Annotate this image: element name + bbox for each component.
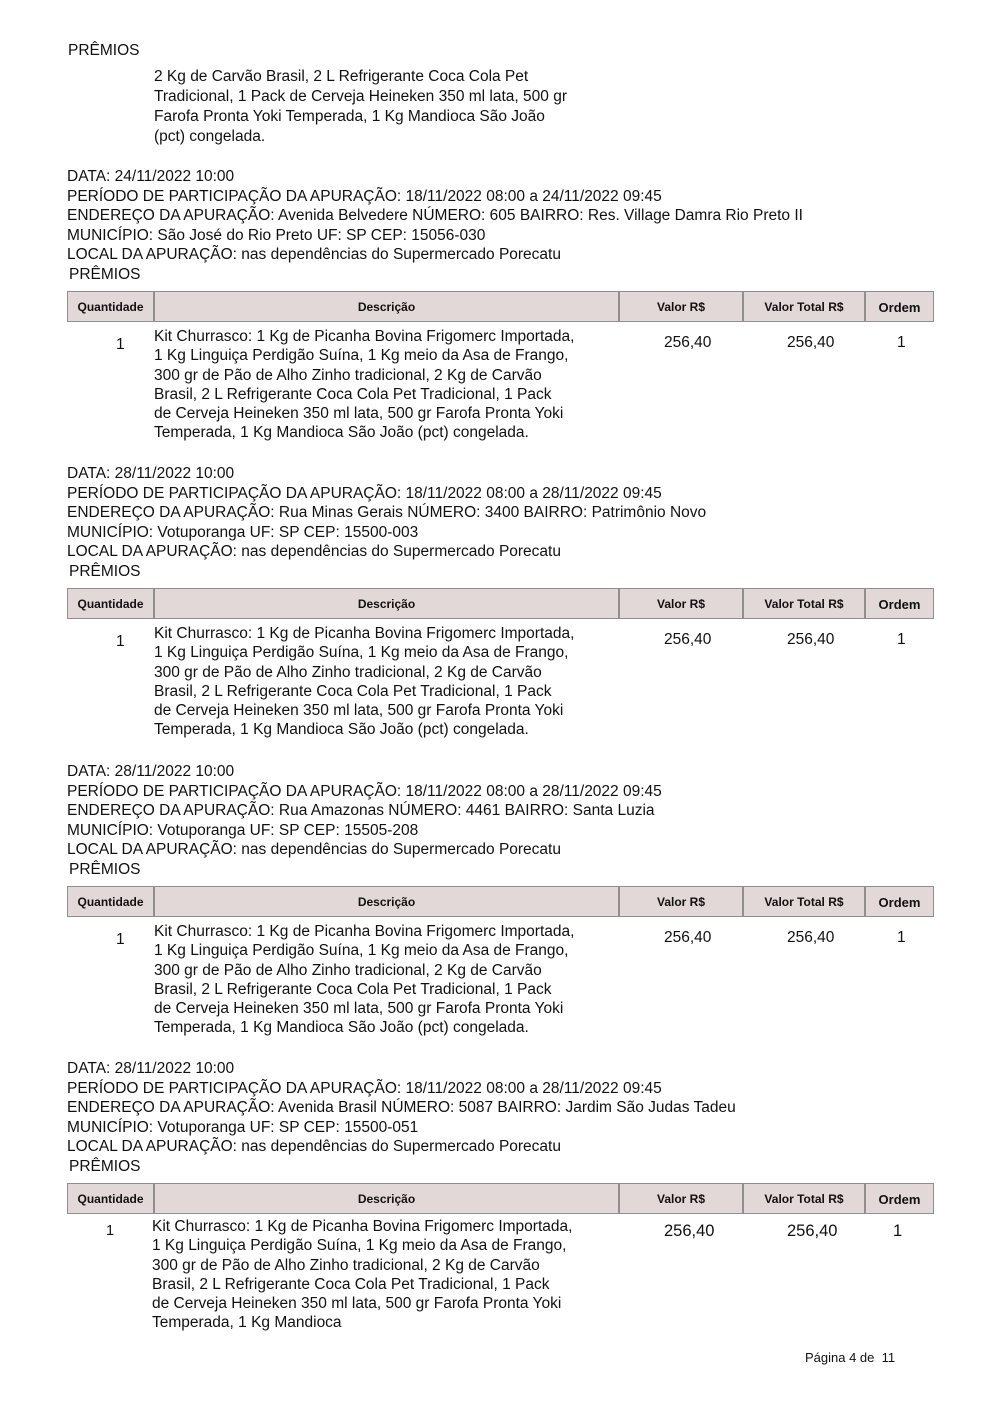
cell-valor-total: 256,40: [787, 1222, 838, 1240]
header-valor-total: Valor Total R$: [743, 1183, 865, 1214]
header-valor: Valor R$: [619, 291, 743, 322]
cell-valor-total: 256,40: [787, 334, 835, 351]
apuracao-info: [67, 762, 662, 860]
cell-ordem: 1: [897, 334, 906, 351]
cell-descricao: Kit Churrasco: 1 Kg de Picanha Bovina Frigomerc Importada, 1 Kg Linguiça Perdigão Suína, 1 Kg meio da Asa de Frango, 300 gr de Pão de Alho Zinho tradicional, 2 Kg de Carvão Brasil, 2 L Refrigerante Coca Cola Pet Tradicional, 1 Pack de Cerveja Heineken 350 ml lata, 500 gr Farofa Pronta Yoki Temperada, 1 Kg Mandioca São João (pct) congelada.: [154, 625, 575, 739]
apuracao-periodo: PERÍODO DE PARTICIPAÇÃO DA APURAÇÃO: 18/11/2022 08:00 a 28/11/2022 09:45: [67, 1079, 662, 1097]
apuracao-section: [0, 167, 1000, 457]
apuracao-municipio: MUNICÍPIO: São José do Rio Preto UF: SP CEP: 15056-030: [67, 226, 486, 244]
cell-quantidade: 1: [116, 633, 125, 650]
apuracao-data: DATA: 28/11/2022 10:00: [67, 1060, 235, 1077]
header-descricao: Descrição: [154, 886, 619, 917]
table-header: [67, 1183, 934, 1214]
cell-descricao: Kit Churrasco: 1 Kg de Picanha Bovina Frigomerc Importada, 1 Kg Linguiça Perdigão Suína, 1 Kg meio da Asa de Frango, 300 gr de Pão de Alho Zinho tradicional, 2 Kg de Carvão Brasil, 2 L Refrigerante Coca Cola Pet Tradicional, 1 Pack de Cerveja Heineken 350 ml lata, 500 gr Farofa Pronta Yoki Temperada, 1 Kg Mandioca São João (pct) congelada.: [154, 923, 575, 1037]
header-valor: Valor R$: [619, 588, 743, 619]
cell-quantidade: 1: [106, 1223, 115, 1239]
apuracao-municipio: MUNICÍPIO: Votuporanga UF: SP CEP: 15500-003: [67, 523, 419, 541]
cell-valor: 256,40: [664, 929, 712, 946]
cell-descricao: Kit Churrasco: 1 Kg de Picanha Bovina Frigomerc Importada, 1 Kg Linguiça Perdigão Suína, 1 Kg meio da Asa de Frango, 300 gr de Pão de Alho Zinho tradicional, 2 Kg de Carvão Brasil, 2 L Refrigerante Coca Cola Pet Tradicional, 1 Pack de Cerveja Heineken 350 ml lata, 500 gr Farofa Pronta Yoki Temperada, 1 Kg Mandioca São João (pct) congelada.: [154, 328, 575, 442]
apuracao-section: [0, 762, 1000, 1052]
header-ordem: Ordem: [865, 291, 934, 322]
apuracao-data: DATA: 28/11/2022 10:00: [67, 465, 235, 482]
header-quantidade: Quantidade: [67, 588, 154, 619]
apuracao-local: LOCAL DA APURAÇÃO: nas dependências do Supermercado Porecatu: [67, 841, 561, 859]
cell-ordem: 1: [897, 631, 906, 648]
cell-ordem: 1: [893, 1222, 903, 1240]
cell-valor-total: 256,40: [787, 929, 835, 946]
header-quantidade: Quantidade: [67, 291, 154, 322]
header-descricao: Descrição: [154, 588, 619, 619]
premios-label: PRÊMIOS: [68, 42, 140, 59]
header-valor: Valor R$: [619, 1183, 743, 1214]
apuracao-periodo: PERÍODO DE PARTICIPAÇÃO DA APURAÇÃO: 18/11/2022 08:00 a 28/11/2022 09:45: [67, 484, 662, 502]
premios-label: PRÊMIOS: [69, 563, 141, 580]
apuracao-section: [0, 464, 1000, 754]
apuracao-periodo: PERÍODO DE PARTICIPAÇÃO DA APURAÇÃO: 18/11/2022 08:00 a 28/11/2022 09:45: [67, 782, 662, 800]
apuracao-info: [67, 464, 706, 562]
apuracao-local: LOCAL DA APURAÇÃO: nas dependências do Supermercado Porecatu: [67, 543, 561, 561]
header-quantidade: Quantidade: [67, 1183, 154, 1214]
table-header: [67, 291, 934, 322]
table-header: [67, 886, 934, 917]
apuracao-info: [67, 1059, 736, 1157]
cell-ordem: 1: [897, 929, 906, 946]
header-valor-total: Valor Total R$: [743, 588, 865, 619]
header-valor-total: Valor Total R$: [743, 291, 865, 322]
header-ordem: Ordem: [865, 1183, 934, 1214]
premio-description: 2 Kg de Carvão Brasil, 2 L Refrigerante Coca Cola Pet Tradicional, 1 Pack de Cerveja Heineken 350 ml lata, 500 gr Farofa Pronta Yoki Temperada, 1 Kg Mandioca São João (pct) congelada.: [154, 68, 567, 145]
apuracao-endereco: ENDEREÇO DA APURAÇÃO: Rua Amazonas NÚMERO: 4461 BAIRRO: Santa Luzia: [67, 802, 655, 820]
cell-valor-total: 256,40: [787, 631, 835, 648]
premios-label: PRÊMIOS: [69, 1158, 141, 1175]
header-descricao: Descrição: [154, 291, 619, 322]
premios-label: PRÊMIOS: [69, 266, 141, 283]
premios-label: PRÊMIOS: [69, 861, 141, 878]
table-header: [67, 588, 934, 619]
cell-valor: 256,40: [664, 334, 712, 351]
apuracao-data: DATA: 24/11/2022 10:00: [67, 168, 235, 185]
apuracao-endereco: ENDEREÇO DA APURAÇÃO: Avenida Belvedere NÚMERO: 605 BAIRRO: Res. Village Damra Rio Preto II: [67, 207, 803, 225]
cell-valor: 256,40: [664, 631, 712, 648]
apuracao-municipio: MUNICÍPIO: Votuporanga UF: SP CEP: 15505-208: [67, 821, 419, 839]
header-valor-total: Valor Total R$: [743, 886, 865, 917]
apuracao-info: [67, 167, 803, 265]
cell-descricao: Kit Churrasco: 1 Kg de Picanha Bovina Frigomerc Importada, 1 Kg Linguiça Perdigão Suína, 1 Kg meio da Asa de Frango, 300 gr de Pão de Alho Zinho tradicional, 2 Kg de Carvão Brasil, 2 L Refrigerante Coca Cola Pet Tradicional, 1 Pack de Cerveja Heineken 350 ml lata, 500 gr Farofa Pronta Yoki Temperada, 1 Kg Mandioca: [152, 1218, 573, 1332]
cell-quantidade: 1: [116, 931, 125, 948]
apuracao-data: DATA: 28/11/2022 10:00: [67, 763, 235, 780]
apuracao-endereco: ENDEREÇO DA APURAÇÃO: Avenida Brasil NÚMERO: 5087 BAIRRO: Jardim São Judas Tadeu: [67, 1099, 736, 1117]
header-quantidade: Quantidade: [67, 886, 154, 917]
apuracao-local: LOCAL DA APURAÇÃO: nas dependências do Supermercado Porecatu: [67, 246, 561, 264]
header-descricao: Descrição: [154, 1183, 619, 1214]
page-number: Página 4 de 11: [805, 1350, 896, 1365]
apuracao-local: LOCAL DA APURAÇÃO: nas dependências do Supermercado Porecatu: [67, 1138, 561, 1156]
apuracao-municipio: MUNICÍPIO: Votuporanga UF: SP CEP: 15500-051: [67, 1118, 419, 1136]
apuracao-endereco: ENDEREÇO DA APURAÇÃO: Rua Minas Gerais NÚMERO: 3400 BAIRRO: Patrimônio Novo: [67, 504, 707, 522]
apuracao-section: [0, 1059, 1000, 1349]
header-ordem: Ordem: [865, 588, 934, 619]
cell-quantidade: 1: [116, 336, 125, 353]
header-valor: Valor R$: [619, 886, 743, 917]
apuracao-periodo: PERÍODO DE PARTICIPAÇÃO DA APURAÇÃO: 18/11/2022 08:00 a 24/11/2022 09:45: [67, 187, 662, 205]
cell-valor: 256,40: [664, 1222, 715, 1240]
header-ordem: Ordem: [865, 886, 934, 917]
